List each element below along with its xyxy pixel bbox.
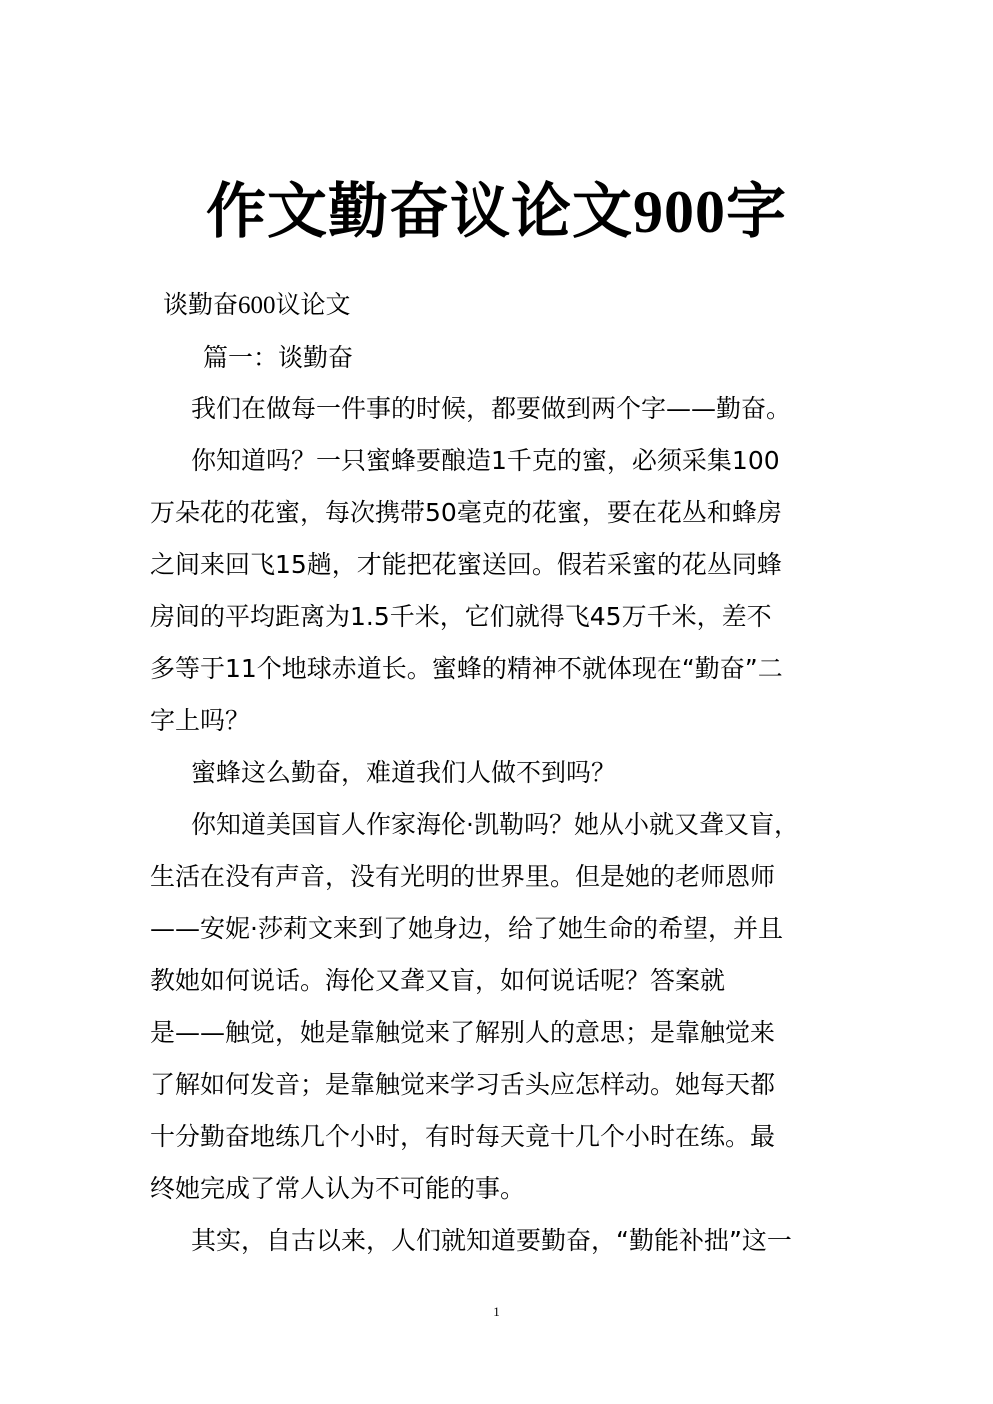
text-line: 你知道吗？一只蜜蜂要酿造1千克的蜜，必须采集100 bbox=[191, 446, 780, 475]
text-line: 其实，自古以来，人们就知道要勤奋，“勤能补拙”这一 bbox=[191, 1226, 792, 1255]
text-line: ——安妮·莎莉文来到了她身边，给了她生命的希望，并且 bbox=[150, 914, 783, 943]
text-line: 是——触觉，她是靠触觉来了解别人的意思；是靠触觉来 bbox=[150, 1018, 776, 1047]
text-line: 教她如何说话。海伦又聋又盲，如何说话呢？答案就 bbox=[150, 966, 726, 995]
text-line: 之间来回飞15趟，才能把花蜜送回。假若采蜜的花丛同蜂 bbox=[150, 550, 782, 579]
text-line: 多等于11个地球赤道长。蜜蜂的精神不就体现在“勤奋”二 bbox=[150, 654, 783, 683]
text-line: 终她完成了常人认为不可能的事。 bbox=[150, 1174, 526, 1203]
text-line: 生活在没有声音，没有光明的世界里。但是她的老师恩师 bbox=[150, 862, 776, 891]
text-line: 十分勤奋地练几个小时，有时每天竟十几个小时在练。最 bbox=[150, 1122, 776, 1151]
text-line: 我们在做每一件事的时候，都要做到两个字——勤奋。 bbox=[191, 394, 792, 423]
text-line: 了解如何发音；是靠触觉来学习舌头应怎样动。她每天都 bbox=[150, 1070, 776, 1099]
document-title: 作文勤奋议论文900字 bbox=[206, 179, 787, 245]
text-line: 字上吗？ bbox=[150, 706, 251, 735]
text-line: 蜜蜂这么勤奋，难道我们人做不到吗？ bbox=[191, 758, 617, 787]
section-heading: 篇一：谈勤奋 bbox=[203, 345, 354, 372]
document-subtitle: 谈勤奋600议论文 bbox=[163, 292, 351, 319]
text-line: 你知道美国盲人作家海伦·凯勒吗？她从小就又聋又盲， bbox=[191, 810, 799, 839]
text-line: 万朵花的花蜜，每次携带50毫克的花蜜，要在花丛和蜂房 bbox=[150, 498, 782, 527]
text-line: 房间的平均距离为1.5千米，它们就得飞45万千米，差不 bbox=[150, 602, 772, 631]
page-number: 1 bbox=[493, 1304, 500, 1319]
